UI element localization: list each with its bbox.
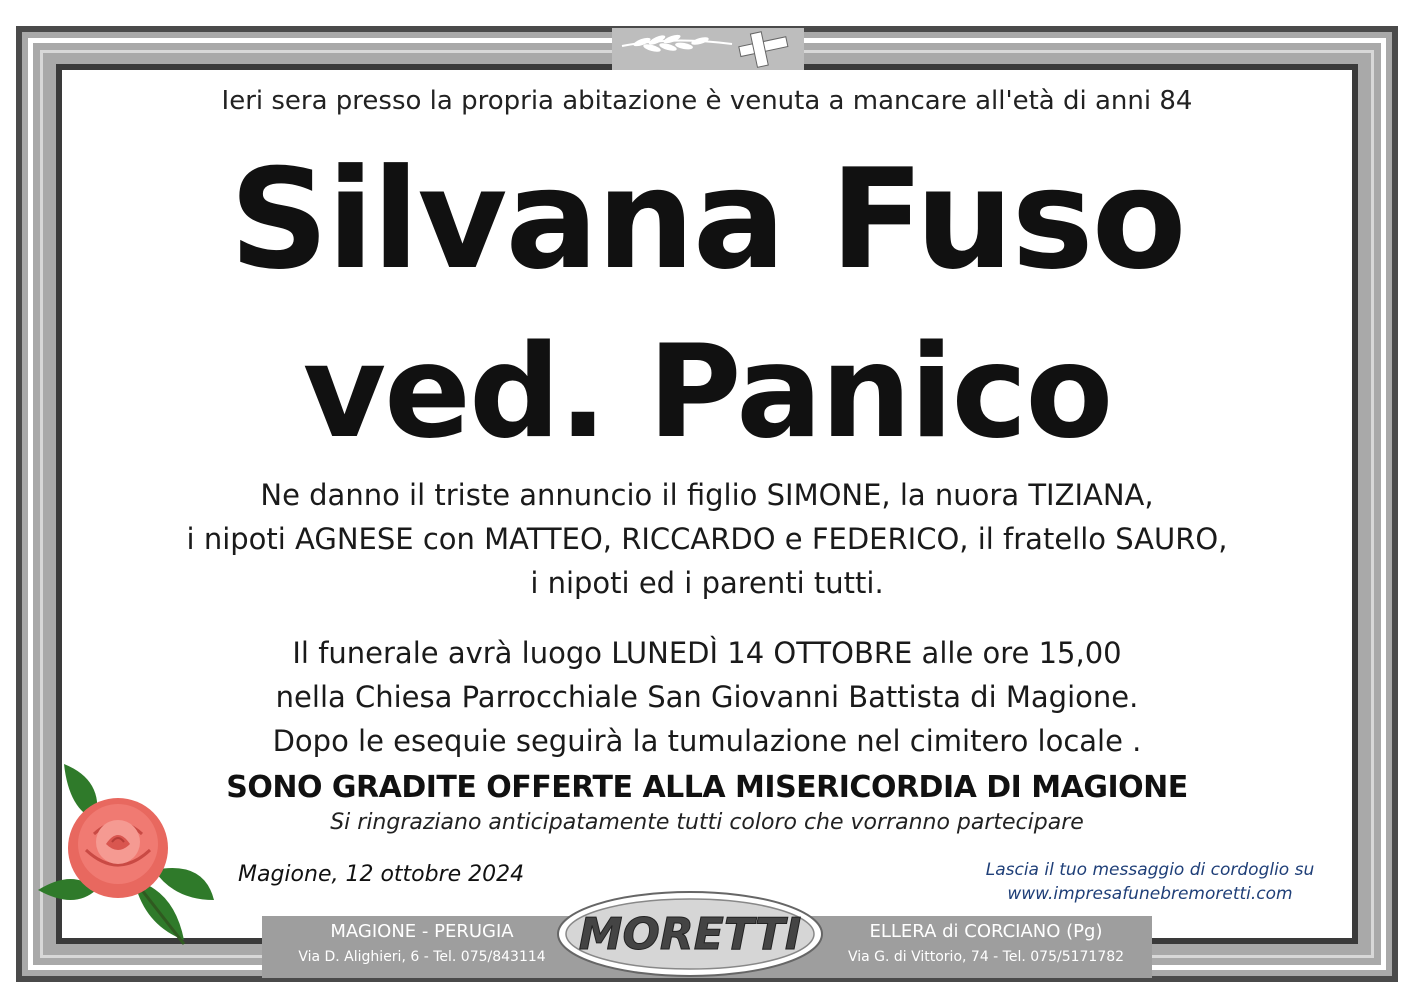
logo-text: MORETTI xyxy=(578,909,802,960)
branch-city: ELLERA di CORCIANO (Pg) xyxy=(869,921,1103,942)
funeral-line: Il funerale avrà luogo LUNEDÌ 14 OTTOBRE alle ore 15,00 xyxy=(292,636,1122,670)
condolence-link[interactable]: www.impresafunebremoretti.com xyxy=(1007,884,1293,904)
branch-ellera xyxy=(836,920,1136,970)
funeral-line: Dopo le esequie seguirà la tumulazione nel cimitero locale . xyxy=(272,724,1142,758)
intro-text: Ieri sera presso la propria abitazione è venuta a mancare all'età di anni 84 xyxy=(221,86,1193,116)
announcement-line: Ne danno il triste annuncio il figlio SIMONE, la nuora TIZIANA, xyxy=(260,478,1154,512)
place-date: Magione, 12 ottobre 2024 xyxy=(238,862,525,887)
funeral-line: nella Chiesa Parrocchiale San Giovanni Battista di Magione. xyxy=(275,680,1139,714)
rose-icon xyxy=(34,760,220,946)
offers-text: SONO GRADITE OFFERTE ALLA MISERICORDIA DI MAGIONE xyxy=(226,770,1188,805)
moretti-logo xyxy=(554,888,826,978)
announcement-line: i nipoti ed i parenti tutti. xyxy=(530,566,884,600)
deceased-name: Silvana Fuso xyxy=(229,139,1185,300)
announcement-line: i nipoti AGNESE con MATTEO, RICCARDO e FEDERICO, il fratello SAURO, xyxy=(186,522,1228,556)
condolence-message xyxy=(960,858,1340,906)
cross-olive-branch-icon xyxy=(612,28,804,70)
branch-address: Via D. Alighieri, 6 - Tel. 075/843114 xyxy=(298,949,546,965)
branch-address: Via G. di Vittorio, 74 - Tel. 075/5171782 xyxy=(847,949,1125,965)
branch-magione xyxy=(272,920,572,970)
branch-city: MAGIONE - PERUGIA xyxy=(330,921,514,942)
deceased-married-name: ved. Panico xyxy=(302,318,1112,467)
thanks-text: Si ringraziano anticipatamente tutti coloro che vorranno partecipare xyxy=(330,810,1084,835)
footer-bar xyxy=(262,909,1152,978)
condolence-text: Lascia il tuo messaggio di cordoglio su xyxy=(985,860,1315,880)
